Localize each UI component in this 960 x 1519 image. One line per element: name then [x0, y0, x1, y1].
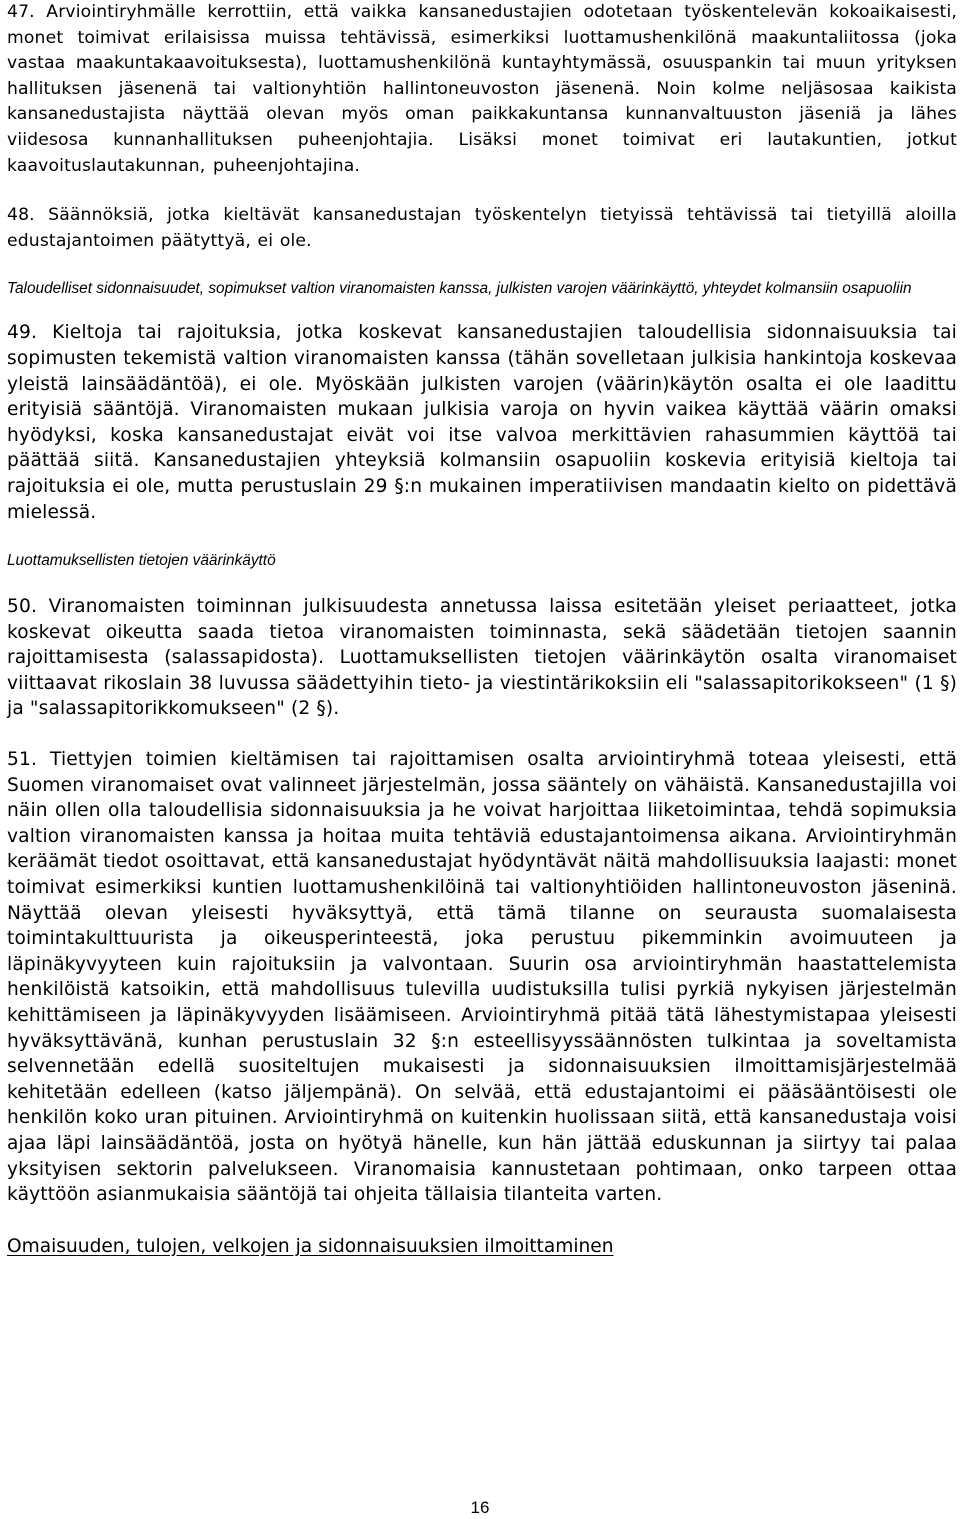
paragraph-48: 48. Säännöksiä, jotka kieltävät kansanedustajan työskentelyn tietyissä tehtävissä tai tietyillä aloilla edustajantoimen päätyttyä, ei ole. [7, 205, 957, 251]
paragraph-50: 50. Viranomaisten toiminnan julkisuudesta annetussa laissa esitetään yleiset periaatteet, jotka koskevat oikeutta saada tietoa viranomaisten toiminnasta, sekä säädetään tietojen saannin rajoittamisesta (salassapidosta). Luottamuksellisten tietojen väärinkäytön osalta viranomaiset viittaavat rikoslain 38 luvussa säädettyihin tieto- ja viestintärikoksiin eli "salassapitorikokseen" (1 §) ja "salassapitorikkomukseen" (2 §). [7, 596, 957, 720]
section-heading-declaration-of-assets: Omaisuuden, tulojen, velkojen ja sidonnaisuuksien ilmoittaminen [7, 1235, 614, 1257]
paragraph-51: 51. Tiettyjen toimien kieltämisen tai rajoittamisen osalta arviointiryhmä toteaa yleisesti, että Suomen viranomaiset ovat valinneet järjestelmän, jossa sääntely on vähäistä. Kansanedustajilla voi näin ollen olla taloudellisia sidonnaisuuksia ja he voivat harjoittaa liiketoimintaa, tehdä sopimuksia valtion viranomaisten kanssa ja hoitaa muita tehtäviä edustajantoimensa aikana. Arviointiryhmän keräämät tiedot osoittavat, että kansanedustajat hyödyntävät näitä mahdollisuuksia laajasti: monet toimivat esimerkiksi kuntien luottamushenkilöinä tai valtionyhtiöiden hallintoneuvoston jäseninä. Näyttää olevan yleisesti hyväksyttyä, että tämä tilanne on seurausta suomalaisesta toimintakulttuurista ja oikeusperinteestä, joka perustuu pikemminkin avoimuuteen ja läpinäkyvyyteen kuin rajoituksiin ja valvontaan. Suurin osa arviointiryhmän haastattelemista henkilöistä katsoikin, että mahdollisuus tulevilla uudistuksilla tulisi pyrkiä nykyisen järjestelmän kehittämiseen ja läpinäkyvyyden lisäämiseen. Arviointiryhmä pitää tätä lähestymistapaa yleisesti hyväksyttävänä, kunhan perustuslain 32 §:n esteellisyyssäännösten tulkintaa ja soveltamista selvennetään edellä suositeltujen mukaisesti ja sidonnaisuuksien ilmoittamisjärjestelmää kehitetään edelleen (katso jäljempänä). On selvää, että edustajantoimi ei pääsääntöisesti ole henkilön koko uran pituinen. Arviointiryhmä on kuitenkin huolissaan siitä, että kansanedustaja voisi ajaa läpi lainsäädäntöä, josta on hyötyä hänelle, kun hän jättää eduskunnan ja siirtyy tai palaa yksityisen sektorin palvelukseen. Viranomaisia kannustetaan pohtimaan, onko tarpeen ottaa käyttöön asianmukaisia sääntöjä tai ohjeita tällaisia tilanteita varten. [7, 749, 957, 1206]
section-heading-confidential-information: Luottamuksellisten tietojen väärinkäyttö [7, 552, 276, 570]
section-heading-financial-interests: Taloudelliset sidonnaisuudet, sopimukset valtion viranomaisten kanssa, julkisten varojen väärinkäyttö, yhteydet kolmansiin osapuoliin [7, 280, 912, 298]
paragraph-49: 49. Kieltoja tai rajoituksia, jotka koskevat kansanedustajien taloudellisia sidonnaisuuksia tai sopimusten tekemistä valtion viranomaisten kanssa (tähän sovelletaan julkisia hankintoja koskevaa yleistä lainsäädäntöä), ei ole. Myöskään julkisten varojen (väärin)käytön osalta ei ole laadittu erityisiä sääntöjä. Viranomaisten mukaan julkisia varoja on hyvin vaikea käyttää väärin omaksi hyödyksi, koska kansanedustajat eivät voi itse valvoa merkittävien rahasummien käyttöä tai päättää siitä. Kansanedustajien yhteyksiä kolmansiin osapuoliin koskevia erityisiä kieltoja tai rajoituksia ei ole, mutta perustuslain 29 §:n mukainen imperatiivisen mandaatin kielto on pidettävä mielessä. [7, 322, 957, 523]
document-page [7, 0, 957, 1259]
page-number: 16 [470, 1498, 490, 1517]
paragraph-47: 47. Arviointiryhmälle kerrottiin, että vaikka kansanedustajien odotetaan työskentelevän kokoaikaisesti, monet toimivat erilaisissa muissa tehtävissä, esimerkiksi luottamushenkilönä maakuntaliitossa (joka vastaa maakuntakaavoituksesta), luottamushenkilönä kuntayhtymässä, osuuspankin tai muun yrityksen hallituksen jäsenenä tai valtionyhtiön hallintoneuvoston jäsenenä. Noin kolme neljäsosaa kaikista kansanedustajista näyttää olevan myös oman paikkakuntansa kunnanvaltuuston jäseniä ja lähes viidesosa kunnanhallituksen puheenjohtajia. Lisäksi monet toimivat eri lautakuntien, jotkut kaavoituslautakunnan, puheenjohtajina. [7, 2, 957, 176]
